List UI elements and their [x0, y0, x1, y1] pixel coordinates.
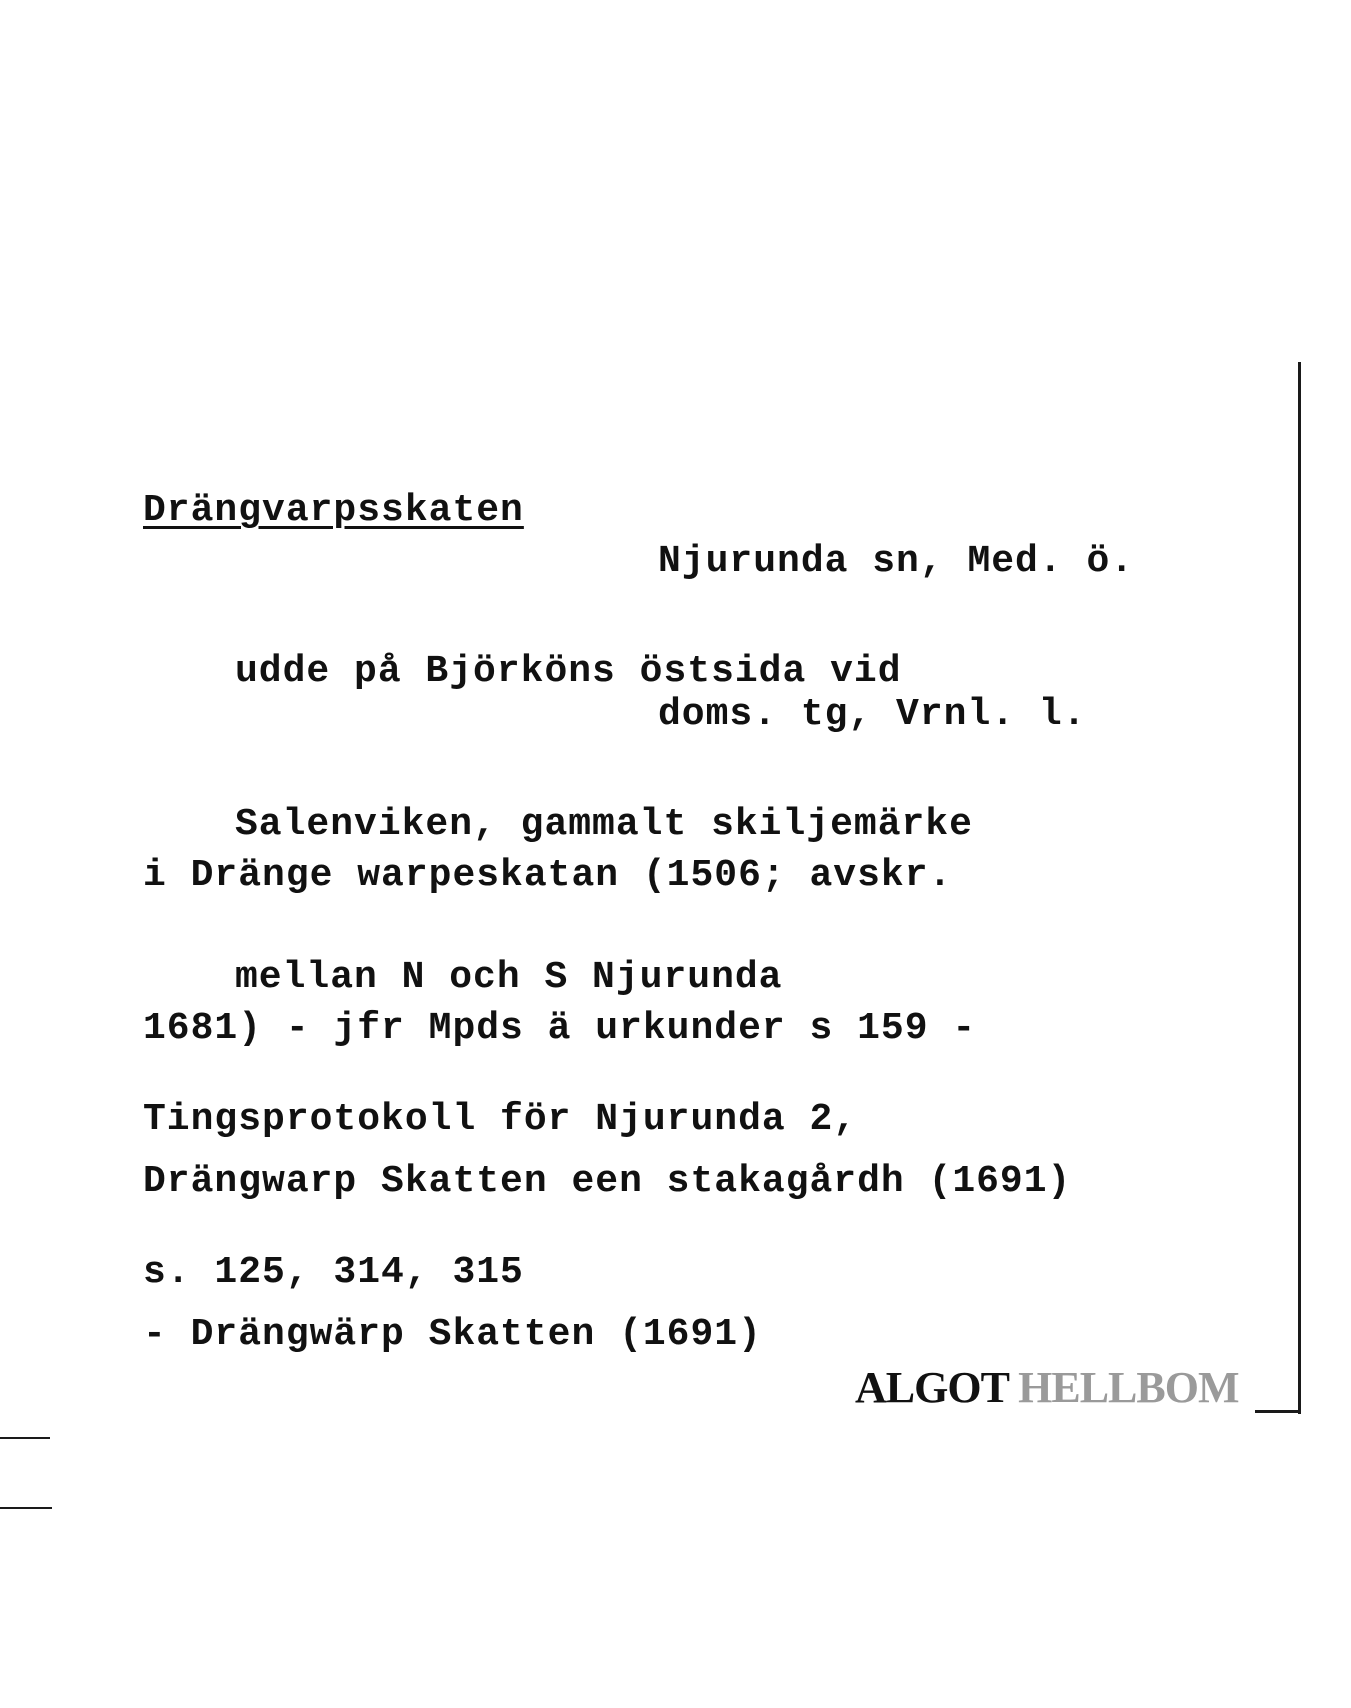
description-line: Salenviken, gammalt skiljemärke — [235, 803, 973, 846]
source-line: Tingsprotokoll för Njurunda 2, — [143, 1098, 858, 1141]
attestation-line: Drängwarp Skatten een stakagårdh (1691) — [143, 1160, 1072, 1203]
source-block — [143, 992, 857, 1400]
stamp-first-name: ALGOT — [855, 1363, 1009, 1412]
location-line-parish: Njurunda sn, Med. ö. — [658, 540, 1135, 583]
attestation-line: 1681) - jfr Mpds ä urkunder s 159 - — [143, 1007, 977, 1050]
scan-edge-mark — [0, 1507, 52, 1509]
location-line-court: doms. tg, Vrnl. l. — [658, 693, 1087, 736]
description-line: udde på Björköns östsida vid — [235, 650, 902, 693]
description-line: mellan N och S Njurunda — [235, 956, 783, 999]
source-line: s. 125, 314, 315 — [143, 1251, 524, 1294]
card-bottom-border — [1255, 1410, 1301, 1413]
scan-edge-mark — [0, 1437, 50, 1439]
stamp-last-name: HELLBOM — [1018, 1363, 1239, 1412]
attestation-line: - Drängwärp Skatten (1691) — [143, 1313, 762, 1356]
place-name-heading: Drängvarpsskaten — [143, 489, 524, 532]
attestation-line: i Dränge warpeskatan (1506; avskr. — [143, 854, 953, 897]
collector-stamp — [855, 1362, 1239, 1413]
card-right-border — [1298, 362, 1301, 1414]
